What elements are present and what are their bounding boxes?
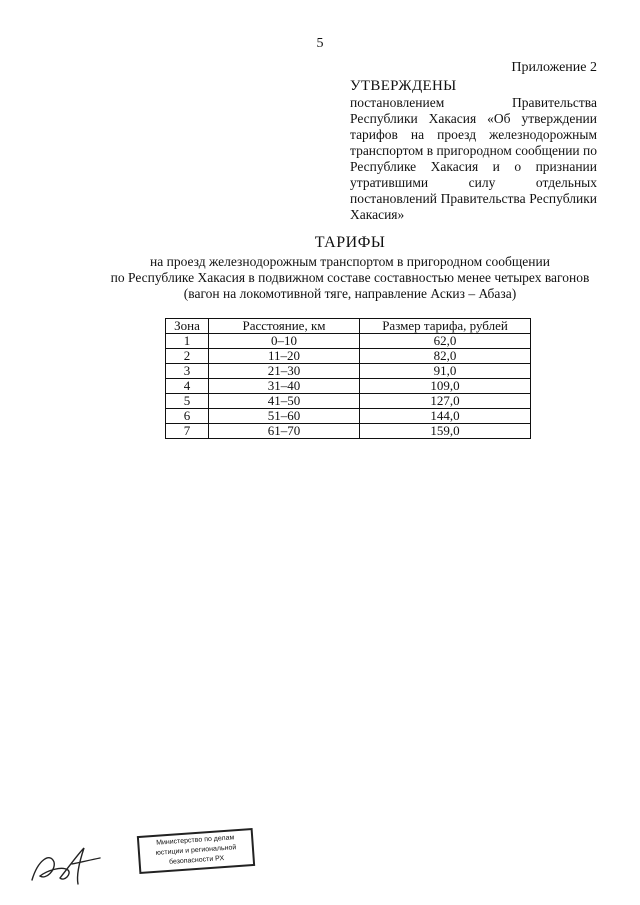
column-header-zone: Зона (166, 319, 209, 334)
table-row (166, 349, 531, 364)
signature-icon (28, 840, 108, 890)
distance-cell: 31–40 (209, 379, 360, 394)
distance-cell: 51–60 (209, 409, 360, 424)
table-row (166, 364, 531, 379)
approval-title: УТВЕРЖДЕНЫ (350, 78, 457, 94)
approval-text: постановлением Правительства Республики Хакасия «Об утверждении тарифов на проезд железнодорожным транспортом в пригородном сообщении по Республике Хакасия и о признании утратившими силу отдельных постановлений Правительства Республики Хакасия» (350, 95, 597, 222)
tariff-cell: 127,0 (360, 394, 531, 409)
distance-cell: 61–70 (209, 424, 360, 439)
registry-stamp (137, 828, 255, 874)
zone-cell: 7 (166, 424, 209, 439)
subtitle-line: по Республике Хакасия в подвижном составе составностью менее четырех вагонов (110, 270, 590, 285)
stamp-line: юстиции и региональной (155, 844, 237, 857)
subtitle-line: (вагон на локомотивной тяге, направление Аскиз – Абаза) (183, 286, 517, 301)
tariff-table (165, 318, 531, 439)
zone-cell: 5 (166, 394, 209, 409)
distance-cell: 11–20 (209, 349, 360, 364)
table-row (166, 394, 531, 409)
zone-cell: 1 (166, 334, 209, 349)
page-number: 5 (316, 36, 324, 51)
appendix-label: Приложение 2 (511, 60, 597, 75)
tariff-cell: 62,0 (360, 334, 531, 349)
zone-cell: 2 (166, 349, 209, 364)
zone-cell: 4 (166, 379, 209, 394)
zone-cell: 6 (166, 409, 209, 424)
table-row (166, 379, 531, 394)
document-title: ТАРИФЫ (314, 234, 386, 251)
stamp-line: безопасности РХ (168, 855, 225, 866)
column-header-tariff: Размер тарифа, рублей (360, 319, 531, 334)
tariff-cell: 159,0 (360, 424, 531, 439)
table-row (166, 334, 531, 349)
stamp-line: Министерство по делам (155, 834, 235, 847)
approval-block (350, 78, 597, 223)
tariff-cell: 109,0 (360, 379, 531, 394)
table-row (166, 409, 531, 424)
subtitle-line: на проезд железнодорожным транспортом в пригородном сообщении (150, 254, 550, 269)
distance-cell: 21–30 (209, 364, 360, 379)
table-header-row (166, 319, 531, 334)
zone-cell: 3 (166, 364, 209, 379)
tariff-cell: 144,0 (360, 409, 531, 424)
distance-cell: 0–10 (209, 334, 360, 349)
tariff-cell: 91,0 (360, 364, 531, 379)
table-row (166, 424, 531, 439)
tariff-cell: 82,0 (360, 349, 531, 364)
column-header-distance: Расстояние, км (209, 319, 360, 334)
title-block (60, 234, 640, 302)
distance-cell: 41–50 (209, 394, 360, 409)
